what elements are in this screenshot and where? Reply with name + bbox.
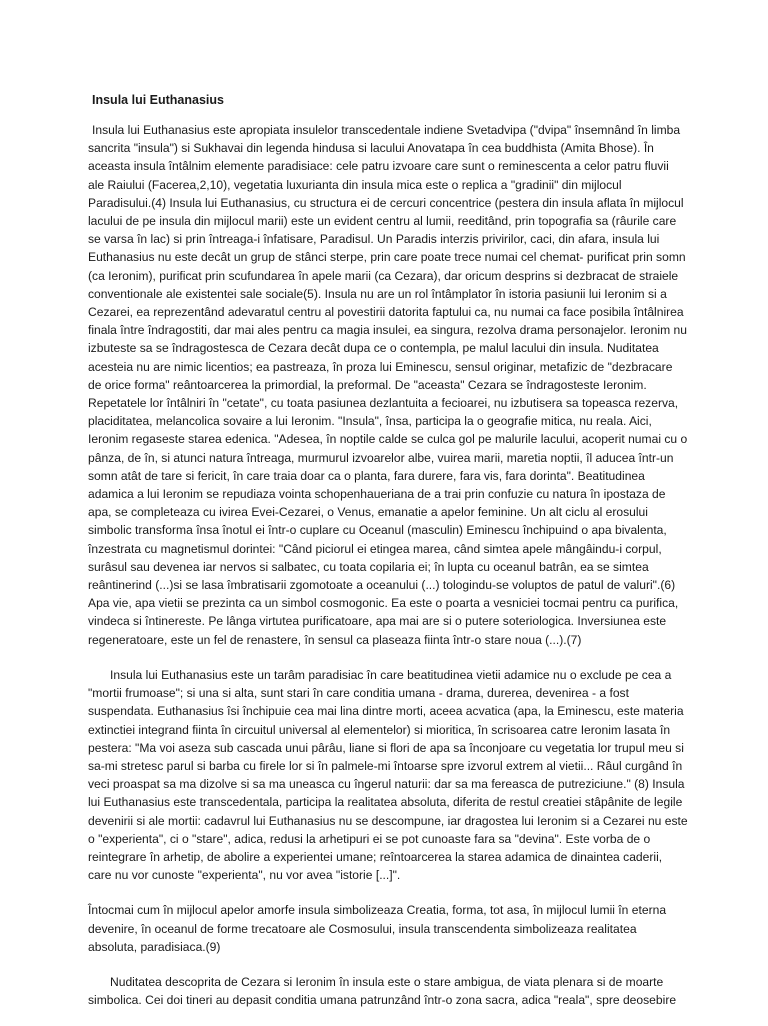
paragraph-4: Nuditatea descoprita de Cezara si Ieronim în insula este o stare ambigua, de viata plenara si de moarte simbolica. Cei doi tineri au depasit conditia umana patrunzând într-o zona sacra, adica "reala", spre deosebire — [88, 974, 677, 1008]
document-page — [88, 92, 688, 1026]
paragraph-3: Întocmai cum în mijlocul apelor amorfe insula simbolizeaza Creatia, forma, tot asa, în mijlocul lumii în eterna devenire, în oceanul de forme trecatoare ale Cosmosului, insula transcendenta simbolizeaza realitatea absoluta, paradisiaca.(9) — [88, 903, 667, 954]
paragraph-1: Insula lui Euthanasius este apropiata insulelor transcedentale indiene Svetadvipa ("dvipa" însemnând în limba sancrita "insula") si Sukhavai din legenda hindusa si lacului Anovatapa în cea buddhista (Amita Bhose). În aceasta insula întâlnim elemente paradisiace: cele patru izvoare care sunt o reminescenta a celor patru fluvii ale Raiului (Facerea,2,10), vegetatia luxurianta din insula mica este o replica a "gradinii" din mijlocul Paradisului.(4) Insula lui Euthanasius, cu structura ei de cercuri concentrice (pestera din insula aflata în mijlocul lacului de pe insula din mijlocul marii) este un evident centru al lumii, reeditând, prin topografia sa (râurile care se varsa în lac) si prin întreaga-i înfatisare, Paradisul. Un Paradis interzis privirilor, caci, din afara, insula lui Euthanasius nu este decât un grup de stânci sterpe, prin care poate trece numai cel chemat- purificat prin somn (ca Ieronim), purificat prin scufundarea în apele marii (ca Cezara), dar oricum desprins si dezbracat de straiele conventionale ale existentei sale sociale(5). Insula nu are un rol întâmplator în istoria pasiunii lui Ieronim si a Cezarei, ea reprezentând adevaratul centru al povestirii datorita faptului ca, nu numai ca face posibila întâlnirea finala între îndragostiti, dar mai ales pentru ca magia insulei, ea singura, rezolva drama personajelor. Ieronim nu izbuteste sa se îndragostesca de Cezara decât dupa ce o contempla, pe malul lacului din insula. Nuditatea acesteia nu are nimic licentios; ea pastreaza, în proza lui Eminescu, sensul originar, metafizic de "dezbracare de orice forma" reântoarcerea la primordial, la preformal. De "aceasta" Cezara se îndragosteste Ieronim. Repetatele lor întâlniri în "cetate", cu toata pasiunea dezlantuita a fecioarei, nu izbutisera sa topeasca rezerva, placiditatea, melancolica sovaire a lui Ieronim. "Insula", însa, participa la o geografie mitica, nu reala. Aici, Ieronim regaseste starea edenica. "Adesea, în noptile calde se culca gol pe malurile lacului, acoperit numai cu o pânza, de în, si atunci natura întreaga, murmurul izvoarelor albe, vuirea marii, maretia noptii, îl aducea într-un somn atât de tare si fericit, în care traia doar ca o planta, fara durere, fara vis, fara dorinta". Beatitudinea adamica a lui Ieronim se repudiaza vointa schopenhaueriana de a trai prin confuzie cu natura în ipostaza de apa, se completeaza cu ivirea Evei-Cezarei, o Venus, emanatie a apelor feminine. Un alt ciclu al erosului simbolic transforma însa înotul ei într-o cuplare cu Oceanul (masculin) Eminescu închipuind o apa bivalenta, înzestrata cu magnetismul dorintei: "Când piciorul ei etingea marea, când simtea apele mângâindu-i corpul, surâsul sau devenea iar nervos si salbatec, cu toata copilaria ei; în lupta cu oceanul batrân, ea se simtea reântinerind (...)si se lasa îmbratisarii zgomotoate a oceanului (...) tologindu-se voluptos de patul de valuri".(6) Apa vie, apa vietii se prezinta ca un simbol cosmogonic. Ea este o poarta a vesniciei tocmai pentru ca purifica, vindeca si întinereste. Pe lânga virtutea purificatoare, apa mai are si o putere soteriologica. Inversiunea este regeneratoare, este un fel de renastere, în sensul ca plaseaza fiinta într-o stare noua (...).(7) — [88, 123, 688, 647]
document-title: Insula lui Euthanasius — [92, 93, 224, 107]
paragraph-2: Insula lui Euthanasius este un tarâm paradisiac în care beatitudinea vietii adamice nu o exclude pe cea a "mortii frumoase"; si una si alta, sunt stari în care conditia umana - drama, durerea, devenirea - a fost suspendata. Euthanasius îsi închipuie cea mai lina dintre morti, aceea acvatica (apa, la Eminescu, este materia extinctiei integrand fiinta în circuitul universal al elementelor) si mioritica, în scrisoarea catre Ieronim lasata în pestera: "Ma voi aseza sub cascada unui pârâu, liane si flori de apa sa înconjoare cu vegetatia lor trupul meu si sa-mi stretesc parul si barba cu firele lor si în palmele-mi întoarse spre izvorul extrem al vietii... Râul curgând în veci proaspat sa ma dizolve si sa ma uneasca cu îngerul naturii: dar sa ma fereasca de putreziciune." (8) Insula lui Euthanasius este transcedentala, participa la realitatea absoluta, diferita de restul creatiei stâpânite de legile devenirii si ale mortii: cadavrul lui Euthanasius nu se descompune, iar dragostea lui Ieronim si a Cezarei nu este o "experienta", ci o "stare", adica, redusi la arhetipuri ei se pot cunoaste fara sa "devina". Este vorba de o reintegrare în arhetip, de abolire a experientei umane; reîntoarcerea la starea adamica de dinaintea caderii, care nu vor cunoste "experienta", nu vor avea "istorie [...]". — [88, 667, 688, 883]
